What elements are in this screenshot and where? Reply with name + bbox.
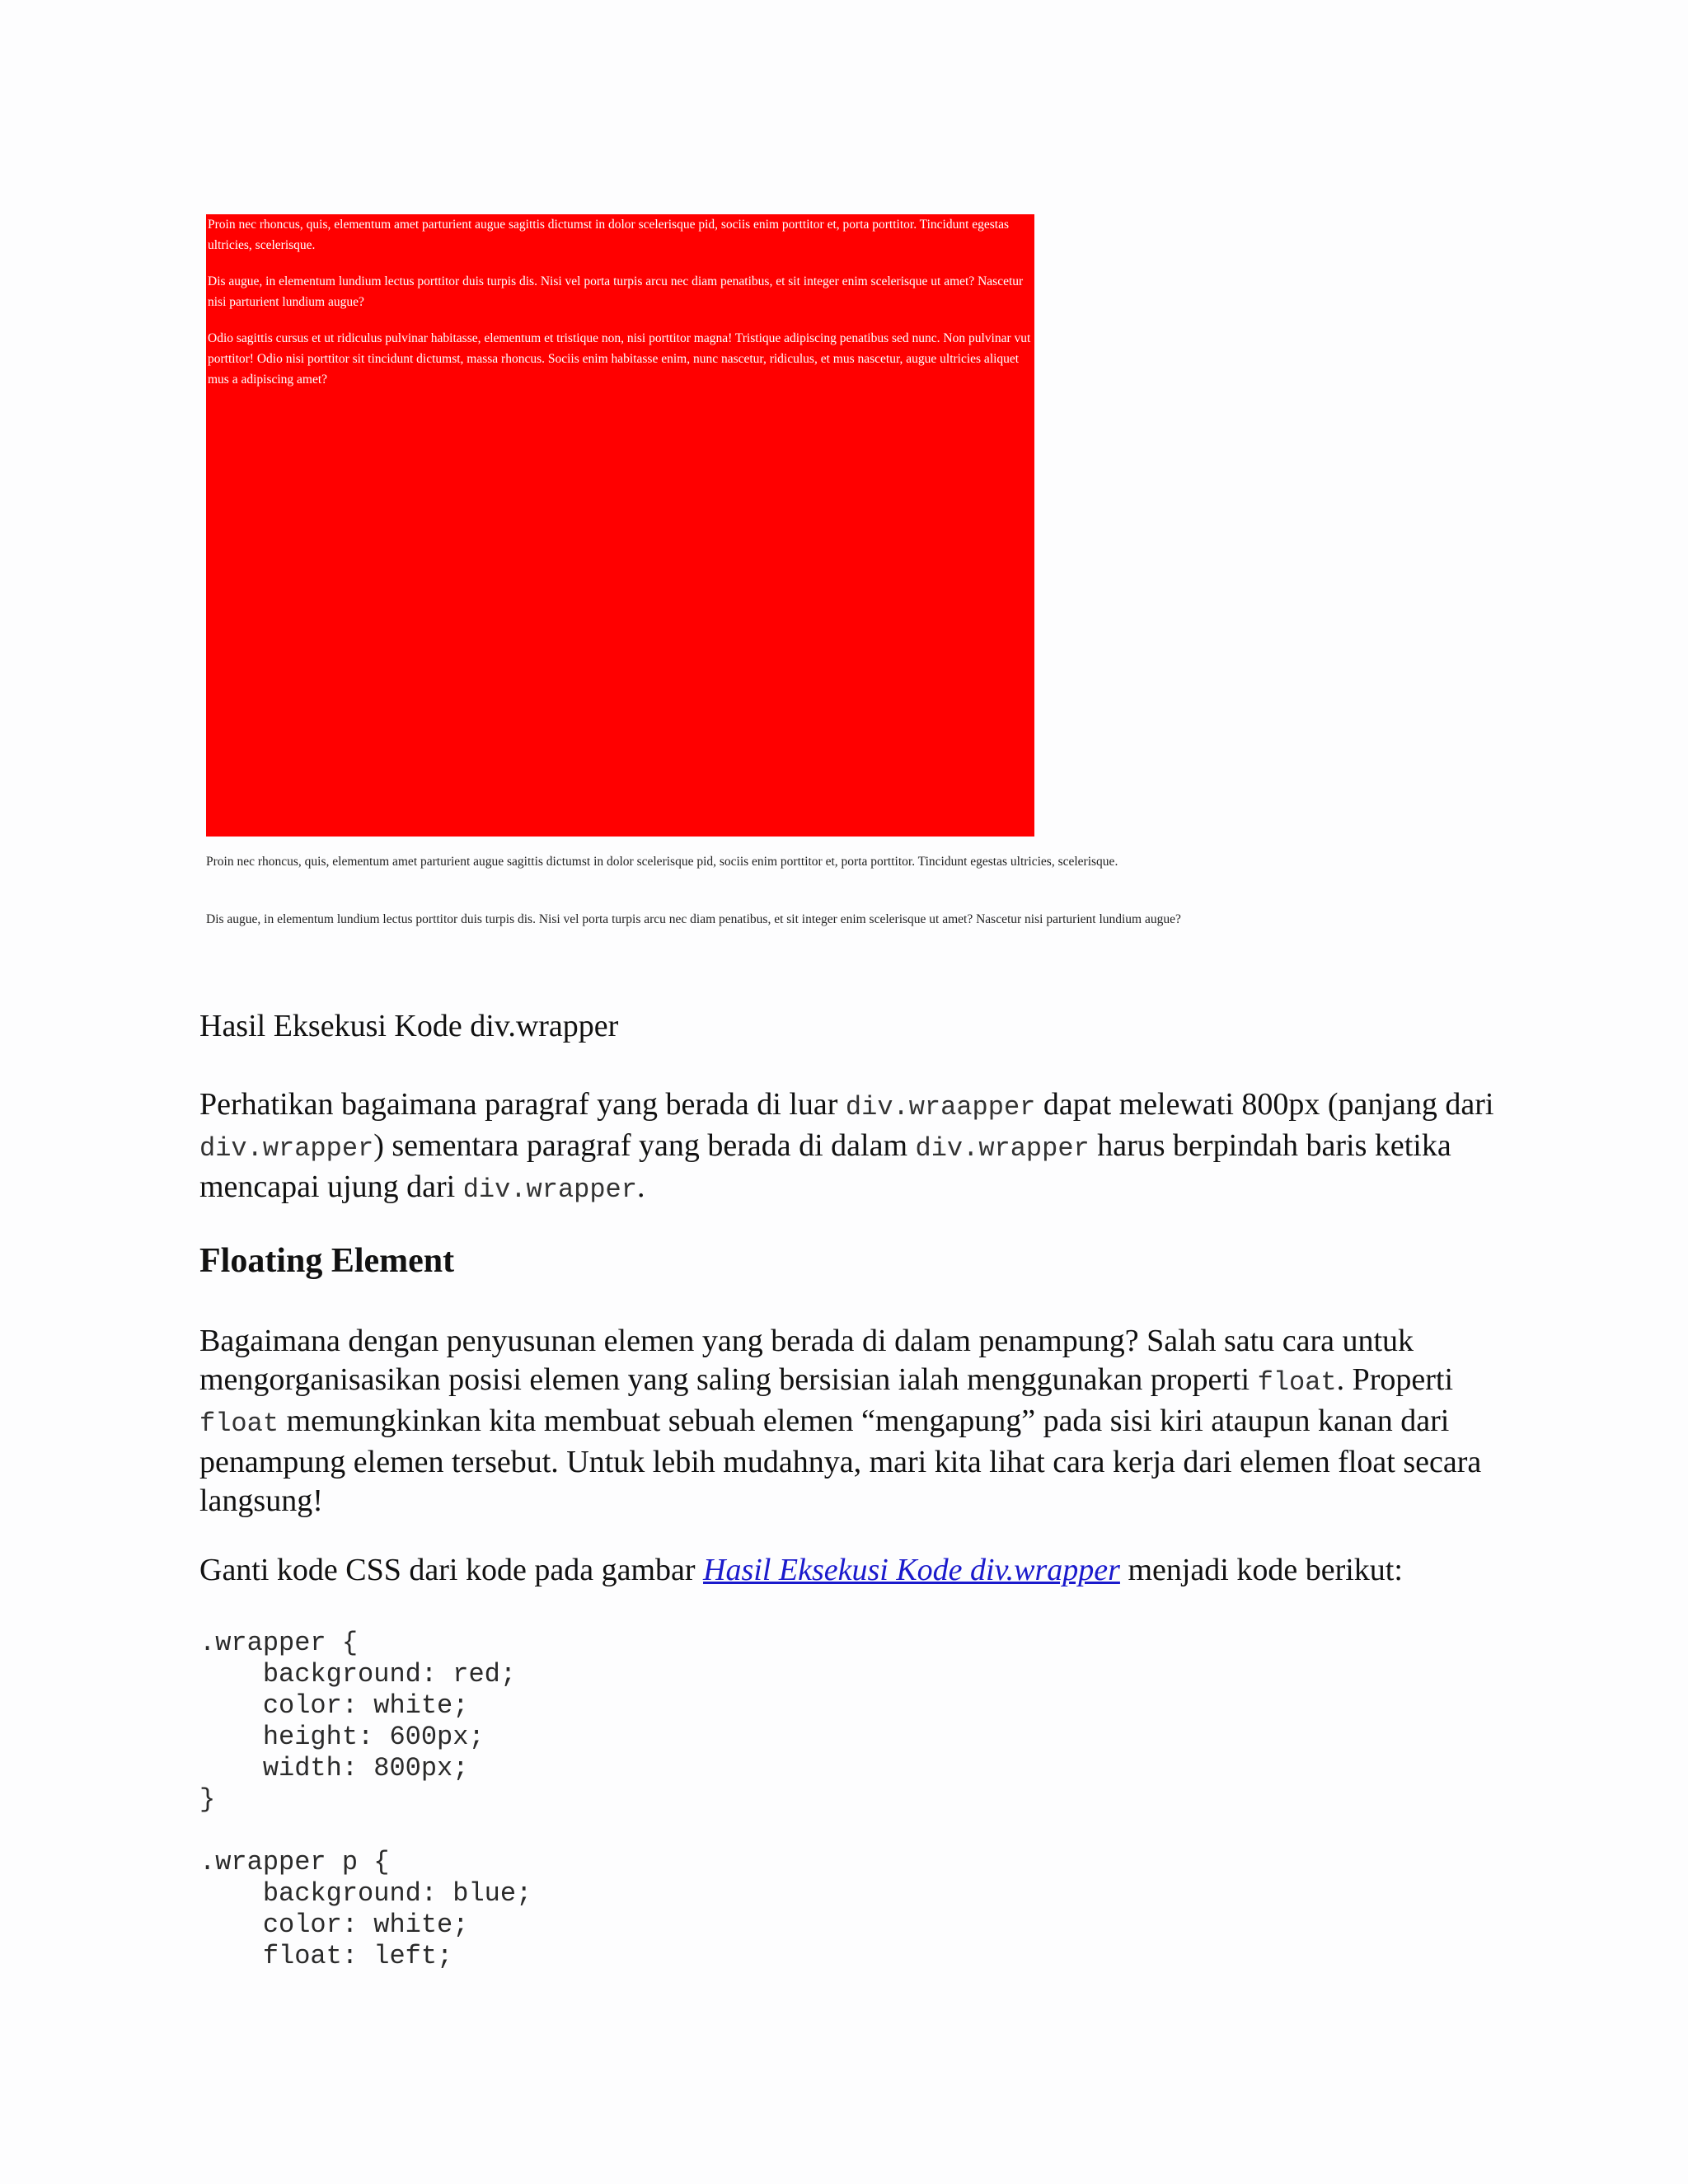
- inside-paragraph-2: Dis augue, in elementum lundium lectus porttitor duis turpis dis. Nisi vel porta turpis arcu nec diam penatibus, et sit integer enim scelerisque ut amet? Nascetur nisi parturient lundium augue?: [208, 274, 1024, 309]
- inline-code: float: [1257, 1367, 1337, 1398]
- paragraph-wrapper-explanation: Perhatikan bagaimana paragraf yang berada di luar div.wraapper dapat melewati 800px (panjang dari div.wrapper) sementara paragraf yang berada di dalam div.wrapper harus berpindah baris ketika mencapai ujung dari div.wrapper.: [199, 1087, 1494, 1205]
- css-code-block: .wrapper { background: red; color: white; height: 600px; width: 800px; } .wrapper p { background: blue; color: white; float: left;: [199, 1628, 532, 1971]
- section-heading: Floating Element: [199, 1242, 455, 1280]
- inside-paragraph-1: Proin nec rhoncus, quis, elementum amet parturient augue sagittis dictumst in dolor scelerisque pid, sociis enim porttitor et, porta porttitor. Tincidunt egestas ultricies, scelerisque.: [208, 218, 1010, 252]
- inline-code: div.wrapper: [199, 1133, 374, 1164]
- inside-paragraph-3: Odio sagittis cursus et ut ridiculus pulvinar habitasse, elementum et tristique non, nisi porttitor magna! Tristique adipiscing penatibus sed nunc. Non pulvinar vut porttitor! Odio nisi porttitor sit tincidunt dictumst, massa rhoncus. Sociis enim habitasse enim, nunc nascetur, ridiculus, et mus nascetur, augue ultricies aliquet mus a adipiscing amet?: [208, 331, 1031, 387]
- paragraph-float-intro: Bagaimana dengan penyusunan elemen yang berada di dalam penampung? Salah satu cara untuk mengorganisasikan posisi elemen yang saling bersisian ialah menggunakan properti float. Properti float memungkinkan kita membuat sebuah elemen “mengapung” pada sisi kiri ataupun kanan dari penampung elemen tersebut. Untuk lebih mudahnya, mari kita lihat cara kerja dari elemen float secara langsung!: [199, 1324, 1482, 1518]
- figure-caption: Hasil Eksekusi Kode div.wrapper: [199, 1009, 619, 1043]
- inline-code: float: [199, 1408, 279, 1439]
- paragraph-replace-code: Ganti kode CSS dari kode pada gambar Hasil Eksekusi Kode div.wrapper menjadi kode berikut:: [199, 1553, 1403, 1587]
- figure-reference-link[interactable]: Hasil Eksekusi Kode div.wrapper: [703, 1553, 1120, 1587]
- inline-code: div.wrapper: [915, 1133, 1090, 1164]
- red-wrapper-box: [206, 214, 1034, 837]
- outside-paragraph-2: Dis augue, in elementum lundium lectus porttitor duis turpis dis. Nisi vel porta turpis arcu nec diam penatibus, et sit integer enim scelerisque ut amet? Nascetur nisi parturient lundium augue?: [206, 912, 1181, 926]
- outside-paragraph-1: Proin nec rhoncus, quis, elementum amet parturient augue sagittis dictumst in dolor scelerisque pid, sociis enim porttitor et, porta porttitor. Tincidunt egestas ultricies, scelerisque.: [206, 855, 1118, 869]
- result-screenshot-figure: [204, 213, 1226, 958]
- inline-code: div.wraapper: [845, 1092, 1036, 1122]
- inline-code: div.wrapper: [462, 1174, 637, 1205]
